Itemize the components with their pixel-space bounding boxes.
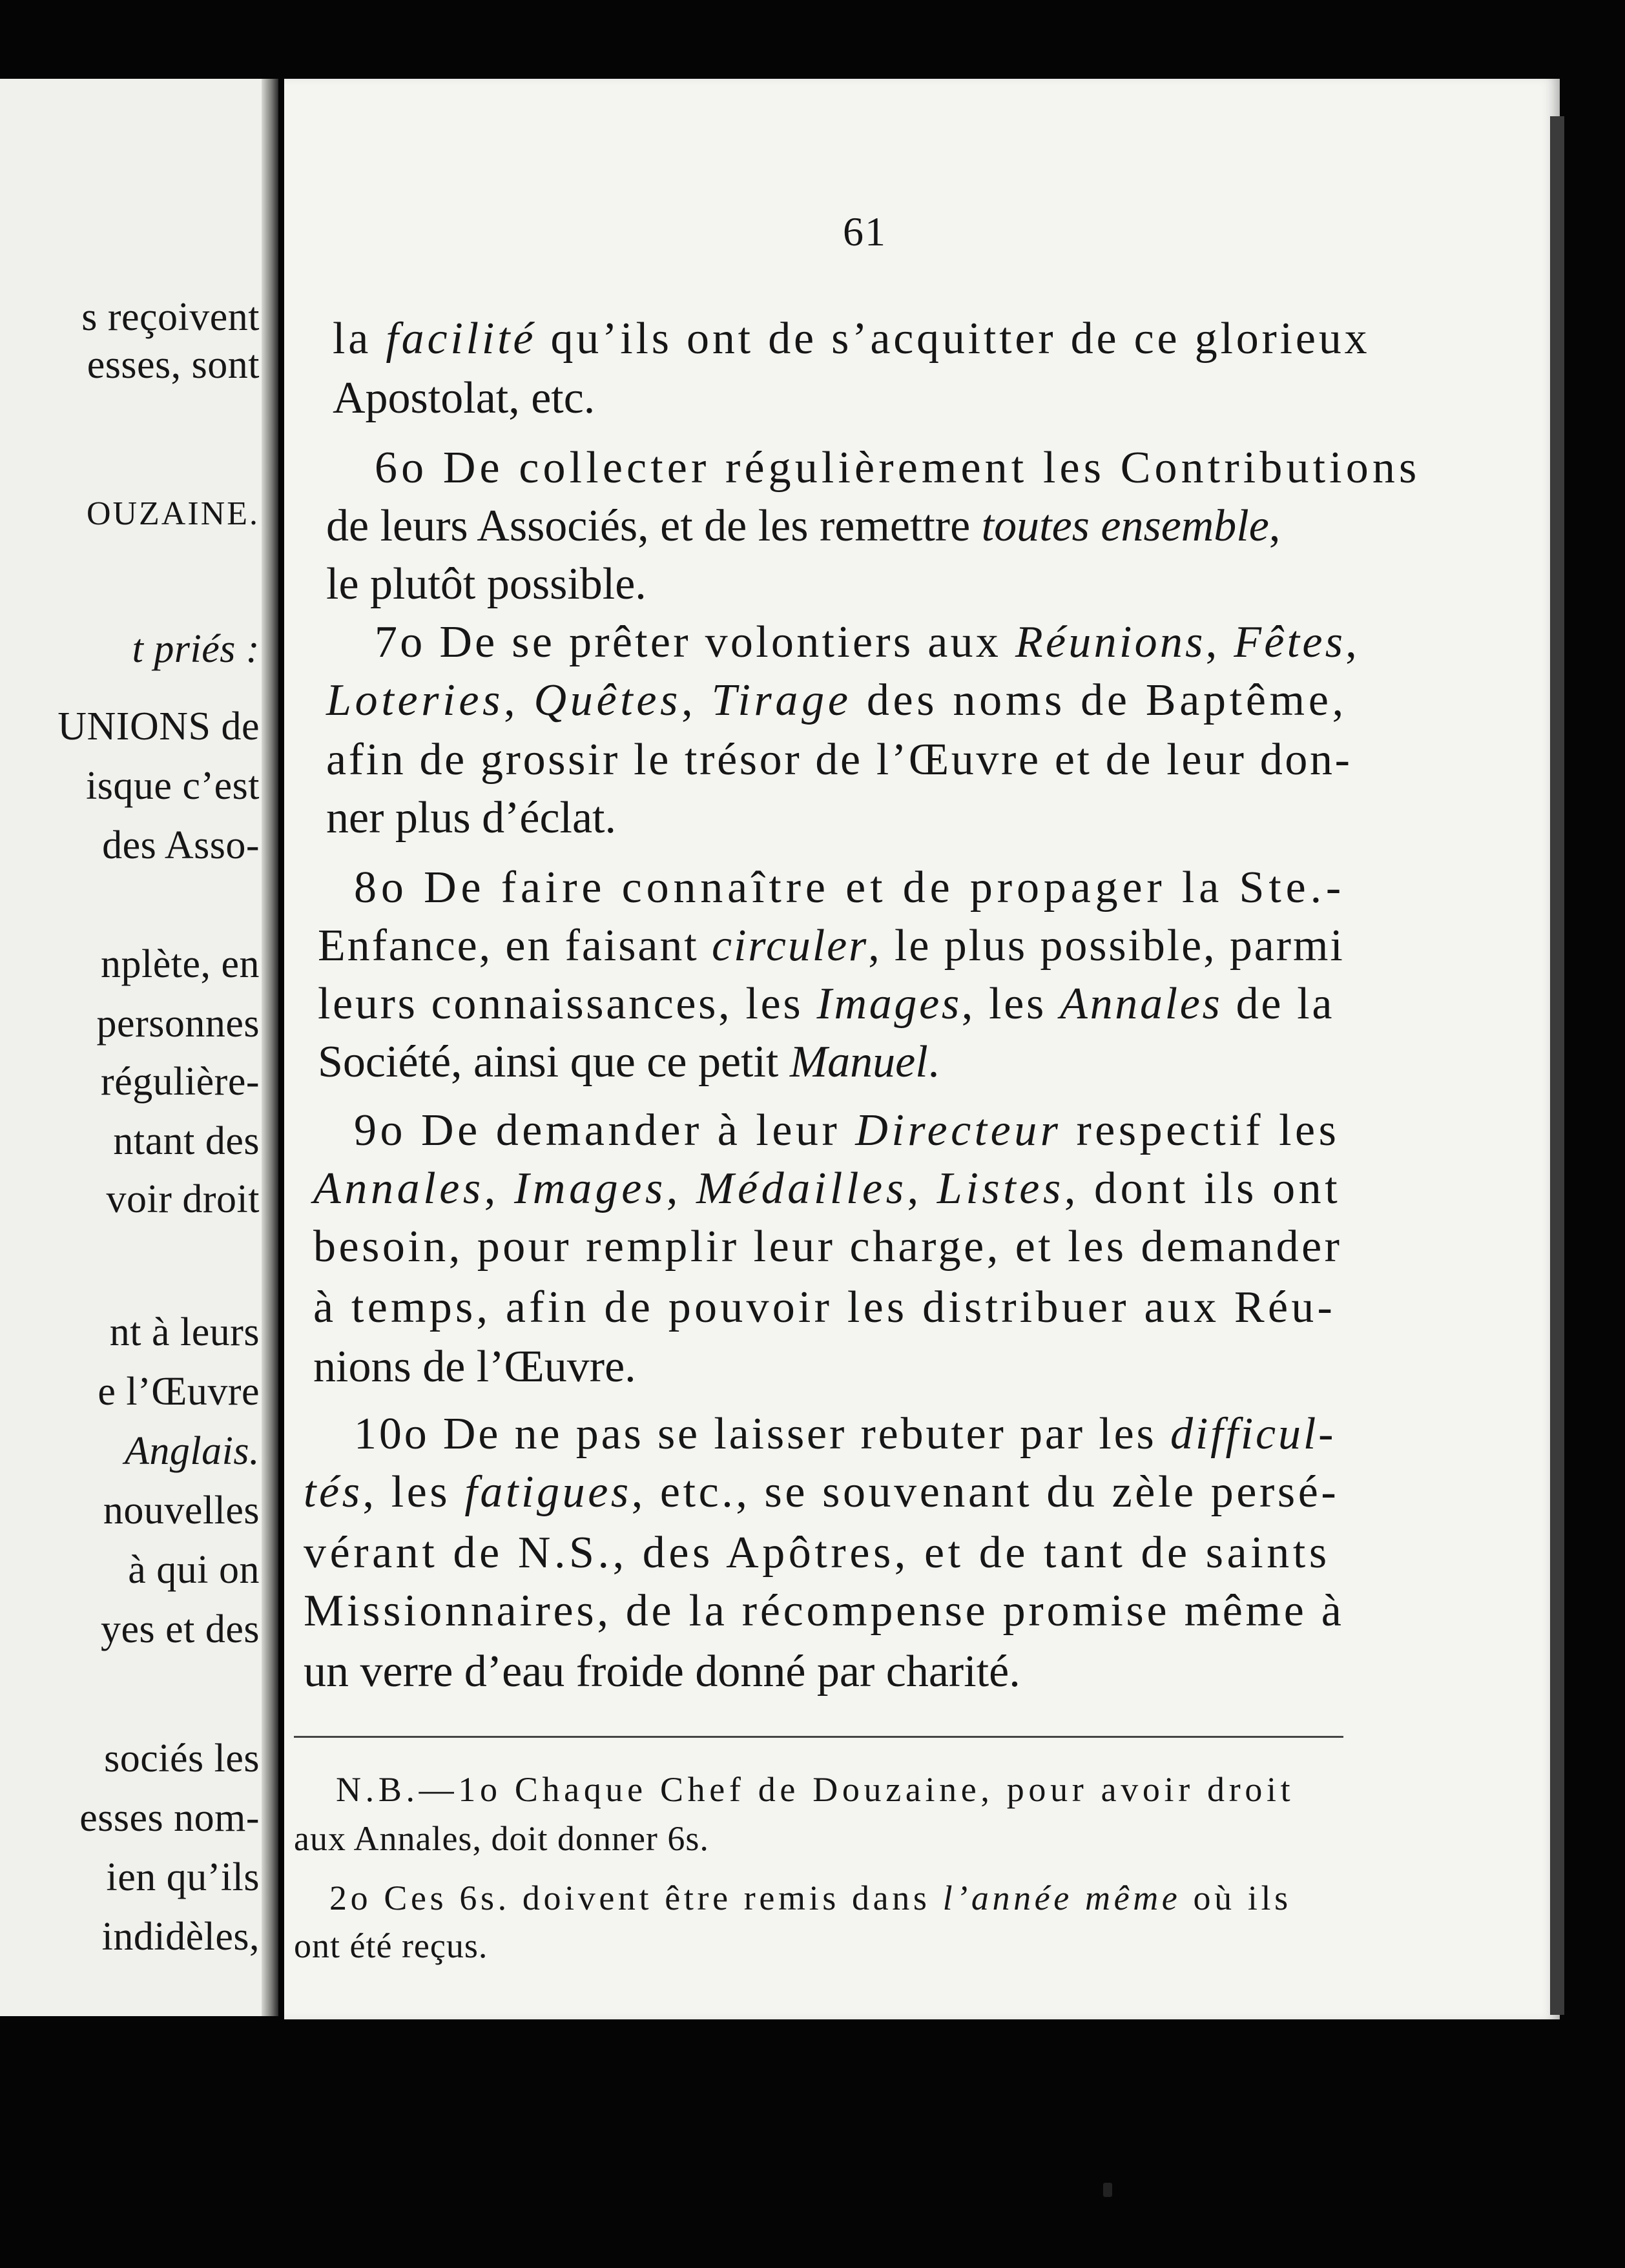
text-run: ,: [504, 675, 534, 725]
body-line: [326, 737, 1352, 783]
italic-text: fatigues: [464, 1467, 632, 1517]
text-run: ,: [1205, 617, 1234, 667]
italic-text: l’année même: [942, 1879, 1181, 1917]
text-run: Enfance, en faisant: [318, 921, 712, 971]
text-run: vérant de N.S., des Apôtres, et de tant de saints: [304, 1528, 1330, 1578]
text-run: qu’ils ont de s’acquitter de ce glorieux: [536, 314, 1371, 364]
left-line: yes et des: [100, 1607, 260, 1651]
text-run: 7o De se prêter volontiers aux: [375, 617, 1015, 667]
body-line: [313, 1285, 1336, 1330]
text-run: ,: [1268, 501, 1281, 551]
text-run: un verre d’eau froide donné par charité.: [304, 1647, 1020, 1696]
italic-text: toutes ensemble: [981, 501, 1269, 551]
body-line: [318, 1037, 940, 1087]
body-line: [313, 1224, 1342, 1270]
text-run: aux Annales, doit donner 6s.: [294, 1819, 709, 1858]
left-line: personnes: [96, 1002, 260, 1046]
italic-text: Tirage: [711, 675, 852, 725]
left-line: UNIONS de: [57, 705, 260, 748]
left-page: [0, 79, 278, 2016]
text-run: nions de l’Œuvre.: [313, 1342, 636, 1392]
body-line: [354, 865, 1345, 911]
body-line: [354, 1108, 1340, 1153]
left-line: Anglais.: [125, 1429, 260, 1473]
italic-text: Annales: [1060, 979, 1223, 1029]
body-line: [326, 675, 1347, 725]
text-run: .: [927, 1037, 940, 1087]
book-gutter: [262, 79, 278, 2016]
text-run: ner plus d’éclat.: [326, 793, 616, 843]
footnote-line: [336, 1772, 1294, 1807]
italic-text: Images: [816, 979, 962, 1029]
page-number: 61: [843, 209, 887, 254]
footnote-line: [329, 1881, 1292, 1915]
body-line: [313, 1342, 636, 1392]
body-line: [313, 1166, 1341, 1211]
text-run: N.B.—1o Chaque Chef de Douzaine, pour avoir droit: [336, 1770, 1295, 1809]
left-line: esses, sont: [87, 343, 260, 387]
text-run: Missionnaires, de la récompense promise même à: [304, 1586, 1345, 1636]
body-line: [318, 979, 1335, 1029]
left-line: OUZAINE.: [86, 495, 260, 532]
left-line: ien qu’ils: [106, 1855, 260, 1899]
text-run: , les: [362, 1467, 465, 1517]
body-line: [354, 1409, 1336, 1459]
footnote-line: [294, 1821, 709, 1856]
text-run: ,: [484, 1164, 514, 1213]
text-run: Apostolat, etc.: [333, 373, 595, 423]
body-line: [375, 443, 1421, 493]
left-line: e l’Œuvre: [98, 1370, 260, 1414]
text-run: le plutôt possible.: [326, 559, 647, 609]
text-run: où ils: [1181, 1879, 1292, 1917]
footnote-rule: [294, 1736, 1343, 1738]
ink-speck: [1103, 2183, 1112, 2197]
text-run: 9o De demander à leur: [354, 1106, 856, 1155]
body-line: [318, 923, 1345, 969]
text-run: ont été reçus.: [294, 1926, 488, 1965]
text-run: 8o De faire connaître et de propager la Ste.-: [354, 863, 1346, 912]
body-line: [304, 1467, 1340, 1517]
left-line: nplète, en: [100, 942, 260, 986]
text-run: 2o Ces 6s. doivent être remis dans: [329, 1879, 943, 1917]
body-line: [333, 373, 595, 423]
left-line: indidèles,: [101, 1915, 260, 1959]
text-run: , etc., se souvenant du zèle persé-: [631, 1467, 1340, 1517]
text-run: la: [333, 314, 386, 364]
left-line: sociés les: [104, 1737, 260, 1780]
text-run: respectif les: [1061, 1106, 1340, 1155]
text-run: , les: [961, 979, 1061, 1029]
body-line: [326, 793, 616, 843]
body-line: [304, 1528, 1330, 1578]
body-line: [304, 1649, 1020, 1695]
text-run: 6o De collecter régulièrement les Contributions: [375, 443, 1421, 493]
left-line: des Asso-: [102, 823, 260, 867]
italic-text: Loteries: [326, 675, 504, 725]
left-line: ntant des: [113, 1119, 260, 1163]
body-line: [326, 559, 647, 609]
text-run: leurs connaissances, les: [318, 979, 817, 1029]
italic-text: circuler: [711, 921, 869, 971]
text-run: ,: [681, 675, 712, 725]
italic-text: Réunions: [1015, 617, 1206, 667]
italic-text: Médailles: [696, 1164, 907, 1213]
italic-text: Directeur: [855, 1106, 1062, 1155]
text-run: ,: [666, 1164, 697, 1213]
italic-text: facilité: [386, 314, 537, 364]
text-run: 10o De ne pas se laisser rebuter par les: [354, 1409, 1170, 1459]
text-run: besoin, pour remplir leur charge, et les demander: [313, 1222, 1343, 1272]
italic-text: Manuel: [789, 1037, 928, 1087]
text-run: ,: [907, 1164, 937, 1213]
body-line: [333, 316, 1370, 362]
left-line: isque c’est: [86, 764, 260, 808]
left-line: nt à leurs: [109, 1310, 260, 1354]
text-run: , le plus possible, parmi: [868, 921, 1345, 971]
left-line: nouvelles: [103, 1489, 260, 1532]
text-run: à temps, afin de pouvoir les distribuer aux Réu-: [313, 1283, 1336, 1332]
text-run: afin de grossir le trésor de l’Œuvre et de leur don-: [326, 735, 1352, 785]
text-run: de leurs Associés, et de les remettre: [326, 501, 982, 551]
body-line: [326, 501, 1281, 551]
text-run: , dont ils ont: [1064, 1164, 1341, 1213]
italic-text: Annales: [313, 1164, 484, 1213]
page-edge: [1550, 116, 1564, 2015]
italic-text: Quêtes: [533, 675, 682, 725]
left-line: s reçoivent: [81, 295, 260, 339]
italic-text: Listes: [937, 1164, 1064, 1213]
left-line: esses nom-: [79, 1796, 260, 1840]
text-run: ,: [1345, 617, 1360, 667]
body-line: [304, 1586, 1345, 1636]
left-line: voir droit: [106, 1177, 260, 1221]
text-run: Société, ainsi que ce petit: [318, 1037, 790, 1087]
left-line: t priés :: [132, 627, 260, 671]
italic-text: difficul-: [1170, 1409, 1336, 1459]
italic-text: Images: [514, 1164, 667, 1213]
left-line: à qui on: [128, 1548, 260, 1592]
left-line: régulière-: [101, 1060, 260, 1104]
footnote-line: [294, 1928, 488, 1963]
italic-text: Fêtes: [1234, 617, 1346, 667]
text-run: des noms de Baptême,: [851, 675, 1347, 725]
body-line: [375, 617, 1360, 667]
text-run: de la: [1222, 979, 1335, 1029]
italic-text: tés: [304, 1467, 363, 1517]
